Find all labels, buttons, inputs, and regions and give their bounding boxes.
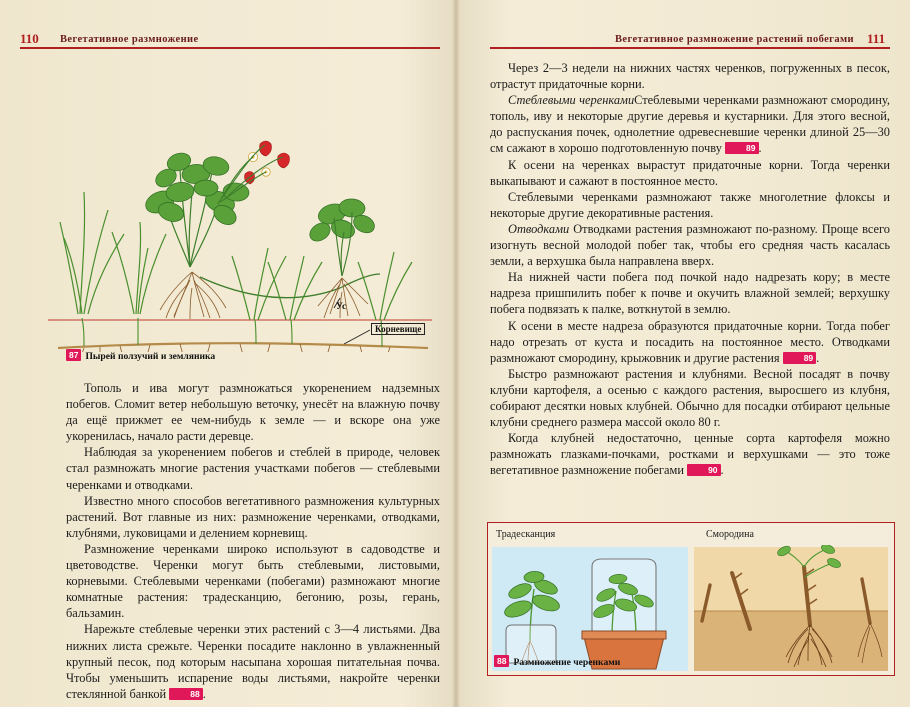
left-para-5 [66, 621, 440, 701]
figure2-caption [494, 655, 620, 668]
right-para-5-text: Отводками растения размножают по-разному. Проще всего изогнуть весной молодой побег так, чтобы его средняя часть касалась земли, а верхушка была направлена вверх. [490, 221, 890, 269]
right-running-head: Вегетативное размножение растений побегами [615, 34, 854, 45]
inline-figure-ref-88: 88 [169, 688, 202, 700]
left-body-text [66, 380, 440, 702]
left-para-5-end: . [202, 686, 206, 701]
right-para-8-text: Быстро размножают растения и клубнями. Весной посадят в почву клубни картофеля, а осенью с каждого растения, выросшего из клубня, собирают десятки новых клубней. Обычно для посадки отбирают цельные клубни среднего размера массой около 80 г. [490, 366, 890, 430]
right-para-5-lead: Отводками [508, 221, 570, 236]
inline-figure-ref-89a: 89 [725, 142, 758, 154]
right-folio: 111 [867, 31, 886, 46]
left-running-head: Вегетативное размножение [60, 34, 199, 45]
right-para-2-lead: Стеблевыми черенками [508, 93, 635, 108]
right-para-9: Когда клубней недостаточно, ценные сорта картофеля можно размножать глазками-почками, ростками и верхушками — это тоже вегетативное размножение побегами 90 . [490, 431, 890, 478]
figure2-panel-right-title: Смородина [706, 529, 754, 540]
right-para-1: Через 2—3 недели на нижних частях черенков, погруженных в песок, отрастут придаточные корни. [490, 61, 890, 92]
figure2-number-tag: 88 [494, 655, 509, 667]
right-para-6: На нижней части побега под почкой надо надрезать кору; в месте надреза пришпилить побег к почве и окучить влажной землей; верхушку побега подвязать к палке, воткнутой в землю. [490, 270, 890, 317]
label-runner: Ус [336, 302, 347, 312]
left-para-2: Наблюдая за укоренением побегов и стеблей в природе, человек стал размножать многие растения участками побегов — стеблевыми черенками и отводками. [66, 445, 440, 492]
left-para-3: Известно много способов вегетативного размножения культурных растений. Вот главные из них: размножение черенками, отводками, клубнями, луковицами и делением корневищ. [66, 493, 440, 540]
label-rhizome: Корневище [371, 323, 425, 335]
inline-figure-ref-89b: 89 [783, 352, 816, 364]
right-head-rule [490, 47, 890, 49]
right-para-2-text: Стеблевыми черенками размножают смородину, тополь, иву и некоторые другие деревья и кустарники. Для этого весной, до распускания почек, однолетние одревесневшие черенки длиной 25—30 см сажают в хорошо подготовленную почву [490, 93, 890, 156]
right-para-4: Стеблевыми черенками размножают также многолетние флоксы и некоторые другие декоративные растения. [490, 189, 890, 220]
right-para-5 [490, 221, 890, 269]
figure-couchgrass-strawberry-art [40, 52, 440, 352]
left-para-1: Тополь и ива могут размножаться укоренением надземных побегов. Сломит ветер небольшую веточку, унесёт на влажную почву да ещё прижмет ее чем-нибудь к земле — и вскоре она уже укоренилась, начало расти деревце. [66, 381, 440, 444]
figure1-number-tag: 87 [66, 349, 81, 361]
right-para-9-text: Когда клубней недостаточно, ценные сорта картофеля можно размножать глазками-почками, ростками и верхушками — это тоже вегетативное размножение побегами [490, 431, 890, 478]
figure1-caption [66, 349, 215, 362]
right-body-text [490, 60, 890, 478]
label-rhizome-leader [340, 324, 380, 354]
right-para-2: Стеблевыми черенкамиСтеблевыми черенками размножают смородину, тополь, иву и некоторые другие деревья и кустарники. Для этого весной, до распускания почек, однолетние одревесневшие черенки длиной 25—30 см сажают в хорошо подготовленную почву 89 . [490, 93, 890, 156]
left-para-5-text: Нарежьте стеблевые черенки этих растений с 3—4 листьями. Два нижних листа срежьте. Черенки посадите наклонно в увлажненный крупный песок, под которым насыпана хорошая питательная почва. Чтобы уменьшить испарение воды листьями, накройте черенки стеклянной банкой [66, 622, 440, 701]
right-para-8 [490, 366, 890, 430]
figure2-caption-text: Размножение черенками [513, 657, 621, 668]
inline-figure-ref-90: 90 [687, 464, 720, 476]
right-page [455, 0, 910, 707]
figure2-panel-left-title: Традесканция [496, 529, 556, 540]
left-para-4: Размножение черенками широко используют в садоводстве и цветоводстве. Черенки могут быть стеблевыми, листовыми, корневыми. Стеблевыми черенками (побегами) размножают многие комнатные растения: традесканцию, бегонию, розы, герань, бальзамин. [66, 541, 440, 621]
figure2-art [488, 545, 892, 673]
left-folio: 110 [20, 31, 39, 46]
label-runner-leader [332, 294, 372, 314]
figure-couchgrass-strawberry [40, 52, 440, 352]
right-para-7-text: К осени в месте надреза образуются придаточные корни. Тогда побег надо отрезать от куста и посадить на постоянное место. Отводками размножают смородину, крыжовник и другие растения [490, 318, 890, 365]
figure1-caption-text: Пырей ползучий и земляника [85, 351, 216, 362]
right-para-3: К осени на черенках вырастут придаточные корни. Тогда черенки выкапывают и сажают в постоянное место. [490, 157, 890, 188]
left-head-rule [20, 47, 440, 49]
figure2-frame [487, 522, 895, 676]
right-para-7: К осени в месте надреза образуются придаточные корни. Тогда побег надо отрезать от куста и посадить на постоянное место. Отводками размножают смородину, крыжовник и другие растения 89 . [490, 318, 890, 365]
